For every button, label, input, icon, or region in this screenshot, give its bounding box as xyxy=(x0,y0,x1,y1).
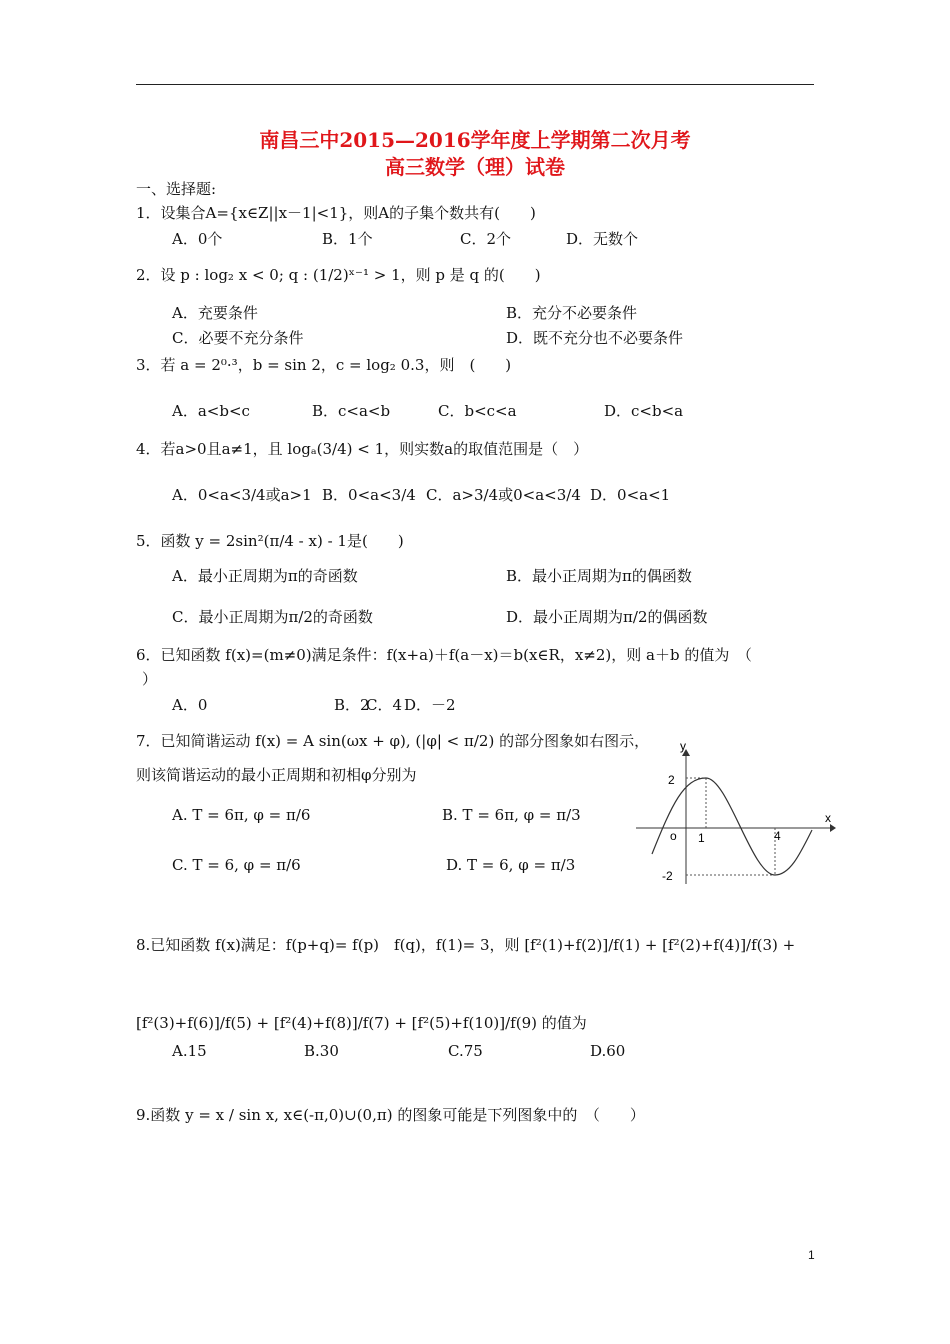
q2-option-c: C．必要不充分条件 xyxy=(172,329,304,347)
question-6-stem: 6．已知函数 f(x)=(m≠0)满足条件：f(x+a)＋f(a－x)＝b(x∈R，x≠2)，则 a＋b 的值为 （ xyxy=(136,646,752,664)
question-5-stem: 5．函数 y = 2sin²(π/4 - x) - 1是( ) xyxy=(136,532,404,550)
origin-label: o xyxy=(670,829,677,843)
q2-option-a: A．充要条件 xyxy=(172,304,258,322)
q4-option-b: B．0<a<3/4 xyxy=(322,486,416,504)
question-2-stem: 2．设 p : log₂ x < 0; q : (1/2)ˣ⁻¹ > 1，则 p 是 q 的( ) xyxy=(136,266,541,284)
q7-option-d: D. T = 6, φ = π/3 xyxy=(446,856,576,874)
question-4-stem: 4．若a>0且a≠1，且 logₐ(3/4) < 1，则实数a的取值范围是（ ） xyxy=(136,440,589,458)
q4-option-a: A．0<a<3/4或a>1 xyxy=(172,486,312,504)
x-axis-arrow xyxy=(830,824,836,832)
q3-option-c: C．b<c<a xyxy=(438,402,517,420)
q5-option-b: B．最小正周期为π的偶函数 xyxy=(506,567,692,585)
q3-option-d: D．c<b<a xyxy=(604,402,684,420)
q1-option-c: C．2个 xyxy=(460,230,512,248)
q3-option-b: B．c<a<b xyxy=(312,402,391,420)
q7-option-b: B. T = 6π, φ = π/3 xyxy=(442,806,581,824)
q6-option-b: B．2 xyxy=(334,696,370,714)
section-heading: 一、选择题: xyxy=(136,180,217,198)
header-rule xyxy=(136,84,814,85)
y-axis-label: y xyxy=(680,739,686,753)
exam-subtitle: 高三数学（理）试卷 xyxy=(385,155,565,179)
q6-option-d: D．－2 xyxy=(404,696,456,714)
q8-option-c: C.75 xyxy=(448,1042,483,1060)
sine-graph xyxy=(632,734,838,888)
q6-option-c: C．4 xyxy=(366,696,403,714)
question-7-stem-cont: 则该简谐运动的最小正周期和初相φ分别为 xyxy=(136,766,417,784)
q2-option-b: B．充分不必要条件 xyxy=(506,304,638,322)
page-number: 1 xyxy=(808,1248,815,1262)
q5-option-c: C．最小正周期为π/2的奇函数 xyxy=(172,608,373,626)
question-3-stem: 3．若 a = 2⁰·³，b = sin 2，c = log₂ 0.3，则 ( ) xyxy=(136,356,512,374)
exam-title: 南昌三中2015—2016学年度上学期第二次月考 xyxy=(259,128,691,152)
q5-option-d: D．最小正周期为π/2的偶函数 xyxy=(506,608,708,626)
q3-option-a: A．a<b<c xyxy=(172,402,250,420)
q6-option-a: A．0 xyxy=(172,696,208,714)
y-tick-neg2: -2 xyxy=(662,869,673,883)
x-tick-4: 4 xyxy=(774,829,781,843)
q4-option-c: C．a>3/4或0<a<3/4 xyxy=(426,486,581,504)
y-tick-2: 2 xyxy=(668,773,675,787)
question-7-stem: 7．已知简谐运动 f(x) = A sin(ωx + φ), (|φ| < π/2) 的部分图象如右图示， xyxy=(136,732,650,750)
q1-option-a: A．0个 xyxy=(172,230,223,248)
q1-option-d: D．无数个 xyxy=(566,230,639,248)
q5-option-a: A．最小正周期为π的奇函数 xyxy=(172,567,358,585)
x-axis-label: x xyxy=(825,811,831,825)
q2-option-d: D．既不充分也不必要条件 xyxy=(506,329,684,347)
x-tick-1: 1 xyxy=(698,831,705,845)
q7-option-a: A. T = 6π, φ = π/6 xyxy=(172,806,311,824)
sine-curve xyxy=(652,778,812,875)
question-6-stem-cont: ） xyxy=(142,670,158,688)
question-1-stem: 1．设集合A={x∈Z||x－1|<1}，则A的子集个数共有( ) xyxy=(136,204,536,222)
q8-option-d: D.60 xyxy=(590,1042,626,1060)
q8-option-b: B.30 xyxy=(304,1042,339,1060)
q4-option-d: D．0<a<1 xyxy=(590,486,671,504)
q8-option-a: A.15 xyxy=(172,1042,207,1060)
question-9-stem: 9.函数 y = x / sin x, x∈(-π,0)∪(0,π) 的图象可能是下列图象中的 （ ） xyxy=(136,1106,645,1124)
q1-option-b: B．1个 xyxy=(322,230,373,248)
question-8-stem: 8.已知函数 f(x)满足：f(p+q)= f(p) f(q)，f(1)= 3，则 [f²(1)+f(2)]/f(1) + [f²(2)+f(4)]/f(3) + [f²(3)+f(6)]/f(5) + [f²(4)+f(8)]/f(7) + [f²(5)+f(10)]/f(9) 的值为 xyxy=(136,936,796,1032)
q7-option-c: C. T = 6, φ = π/6 xyxy=(172,856,301,874)
